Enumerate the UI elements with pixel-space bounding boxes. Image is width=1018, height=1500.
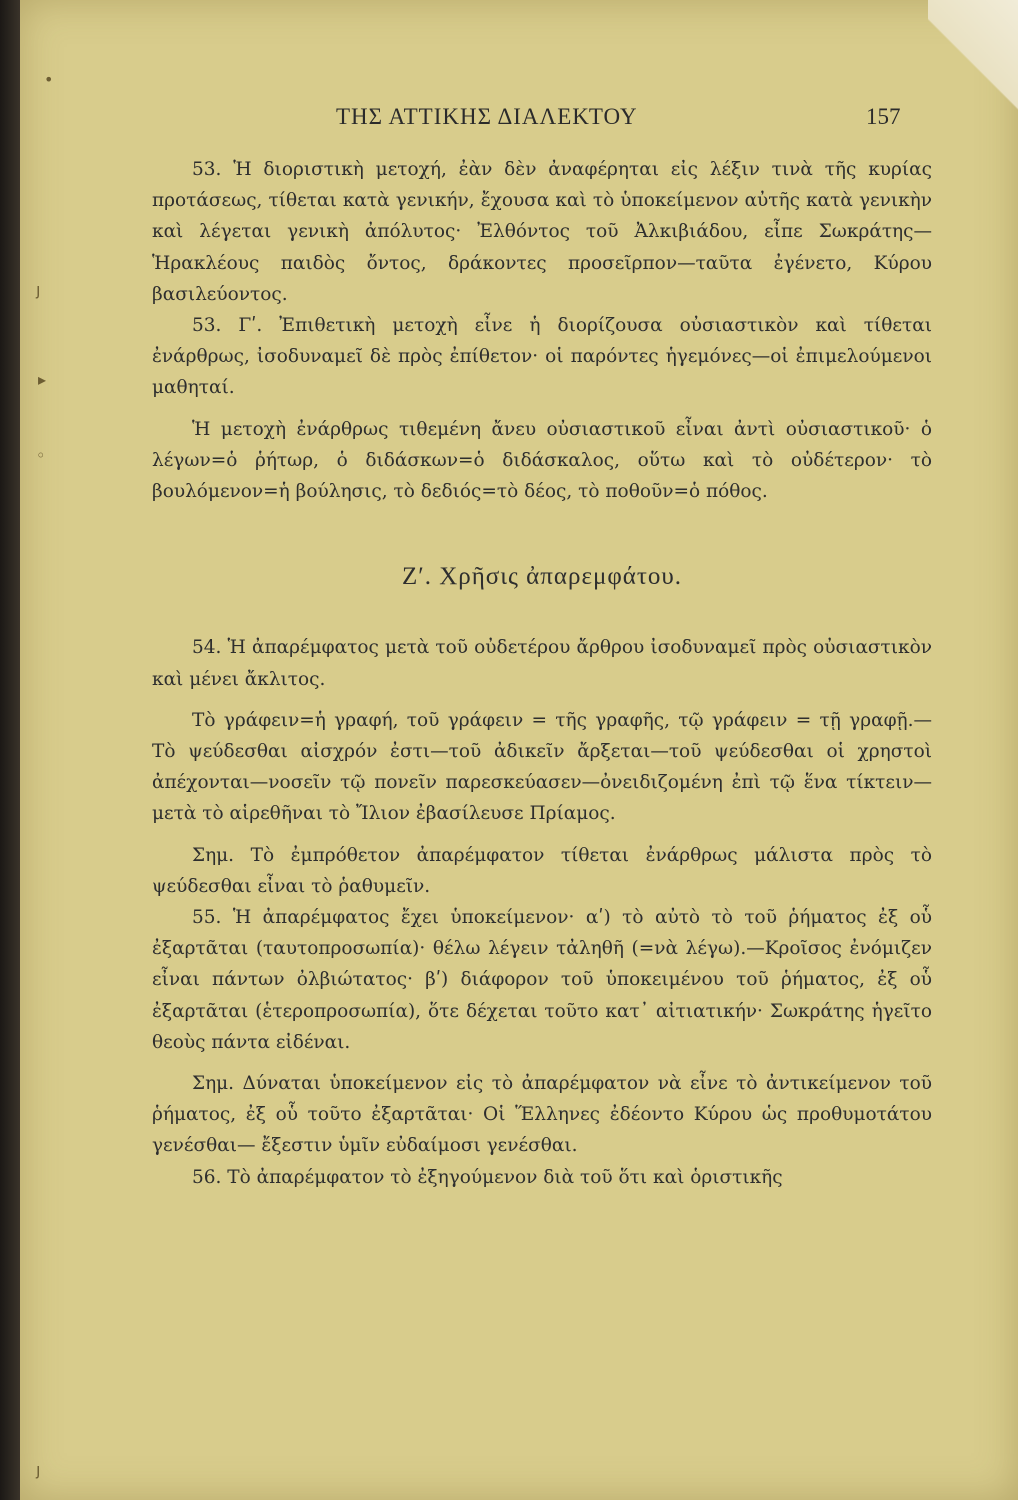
- paragraph-55-note: Σημ. Δύναται ὑποκείμενον εἰς τὸ ἀπαρέμφατον νὰ εἶνε τὸ ἀντικείμενον τοῦ ῥήματος, ἐξ οὗ τοῦτο ἐξαρτᾶται· Οἱ Ἕλληνες ἐδέοντο Κύρου ὡς προθυμοτάτου γενέσθαι— ἔξεστιν ὑμῖν εὐδαίμοσι γενέσθαι.: [152, 1073, 932, 1157]
- running-header: [20, 104, 1018, 144]
- paragraph-56: 56. Τὸ ἀπαρέμφατον τὸ ἐξηγούμενον διὰ τοῦ ὅτι καὶ ὁριστικῆς: [192, 1166, 783, 1188]
- running-title: ΤΗΣ ΑΤΤΙΚΗΣ ΔΙΑΛΕΚΤΟΥ: [336, 104, 638, 129]
- paragraph-53-gamma: 53. Γʹ. Ἐπιθετικὴ μετοχὴ εἶνε ἡ διορίζουσα οὐσιαστικὸν καὶ τίθεται ἐνάρθρως, ἰσοδυναμεῖ δὲ πρὸς ἐπίθετον· οἱ παρόντες ἡγεμόνες—οἱ ἐπιμελούμενοι μαθηταί.: [152, 315, 932, 399]
- margin-mark: •: [44, 70, 54, 89]
- margin-mark: ȷ: [36, 1460, 41, 1479]
- paragraph-54: 54. Ἡ ἀπαρέμφατος μετὰ τοῦ οὐδετέρου ἄρθρου ἰσοδυναμεῖ πρὸς οὐσιαστικὸν καὶ μένει ἄκλιτος.: [152, 637, 932, 690]
- page-number: 157: [866, 104, 901, 129]
- book-page: [20, 0, 1018, 1500]
- body-text: [152, 154, 932, 1193]
- margin-mark: ◦: [36, 446, 46, 465]
- paragraph-53: 53. Ἡ διοριστικὴ μετοχή, ἐὰν δὲν ἀναφέρηται εἰς λέξιν τινὰ τῆς κυρίας προτάσεως, τίθεται κατὰ γενικήν, ἔχουσα καὶ τὸ ὑποκείμενον αὐτῆς κατὰ γενικὴν καὶ λέγεται γενικὴ ἀπόλυτος· Ἐλθόντος τοῦ Ἀλκιβιάδου, εἶπε Σωκράτης—Ἡρακλέους παιδὸς ὄντος, δράκοντες προσεῖρπον—ταῦτα ἐγένετο, Κύρου βασιλεύοντος.: [152, 159, 932, 305]
- paragraph-54-note: Σημ. Τὸ ἐμπρόθετον ἀπαρέμφατον τίθεται ἐνάρθρως μάλιστα πρὸς τὸ ψεύδεσθαι εἶναι τὸ ῥαθυμεῖν.: [152, 844, 932, 897]
- margin-mark: ▸: [38, 370, 47, 389]
- book-spine-shadow: [0, 0, 20, 1500]
- paragraph-54-examples: Τὸ γράφειν=ἡ γραφή, τοῦ γράφειν = τῆς γραφῆς, τῷ γράφειν = τῇ γραφῇ.— Τὸ ψεύδεσθαι αἰσχρόν ἐστι—τοῦ ἀδικεῖν ἄρξεται—τοῦ ψεύδεσθαι οἱ χρηστοὶ ἀπέχονται—νοσεῖν τῷ πονεῖν παρεσκεύασεν—ὀνειδιζομένη ἐπὶ τῷ ἕνα τίκτειν—μετὰ τὸ αἱρεθῆναι τὸ Ἴλιον ἐβασίλευσε Πρίαμος.: [152, 709, 932, 825]
- paragraph-55: 55. Ἡ ἀπαρέμφατος ἔχει ὑποκείμενον· αʹ) τὸ αὐτὸ τὸ τοῦ ῥήματος ἐξ οὗ ἐξαρτᾶται (ταυτοπροσωπία)· θέλω λέγειν τἀληθῆ (=νὰ λέγω).—Κροῖσος ἐνόμιζεν εἶναι πάντων ὀλβιώτατος· βʹ) διάφορον τοῦ ὑποκειμένου τοῦ ῥήματος, ἐξ οὗ ἐξαρτᾶται (ἑτεροπροσωπία), ὅτε δέχεται τοῦτο κατ᾽ αἰτιατικήν· Σωκράτης ἡγεῖτο θεοὺς πάντα εἰδέναι.: [152, 907, 932, 1053]
- margin-mark: ȷ: [36, 280, 41, 299]
- paragraph-53-note: Ἡ μετοχὴ ἐνάρθρως τιθεμένη ἄνευ οὐσιαστικοῦ εἶναι ἀντὶ οὐσιαστικοῦ· ὁ λέγων=ὁ ῥήτωρ, ὁ διδάσκων=ὁ διδάσκαλος, οὕτω καὶ τὸ οὐδέτερον· τὸ βουλόμενον=ἡ βούλησις, τὸ δεδιός=τὸ δέος, τὸ ποθοῦν=ὁ πόθος.: [152, 418, 932, 503]
- section-heading: Ζʹ. Χρῆσις ἀπαρεμφάτου.: [401, 563, 683, 591]
